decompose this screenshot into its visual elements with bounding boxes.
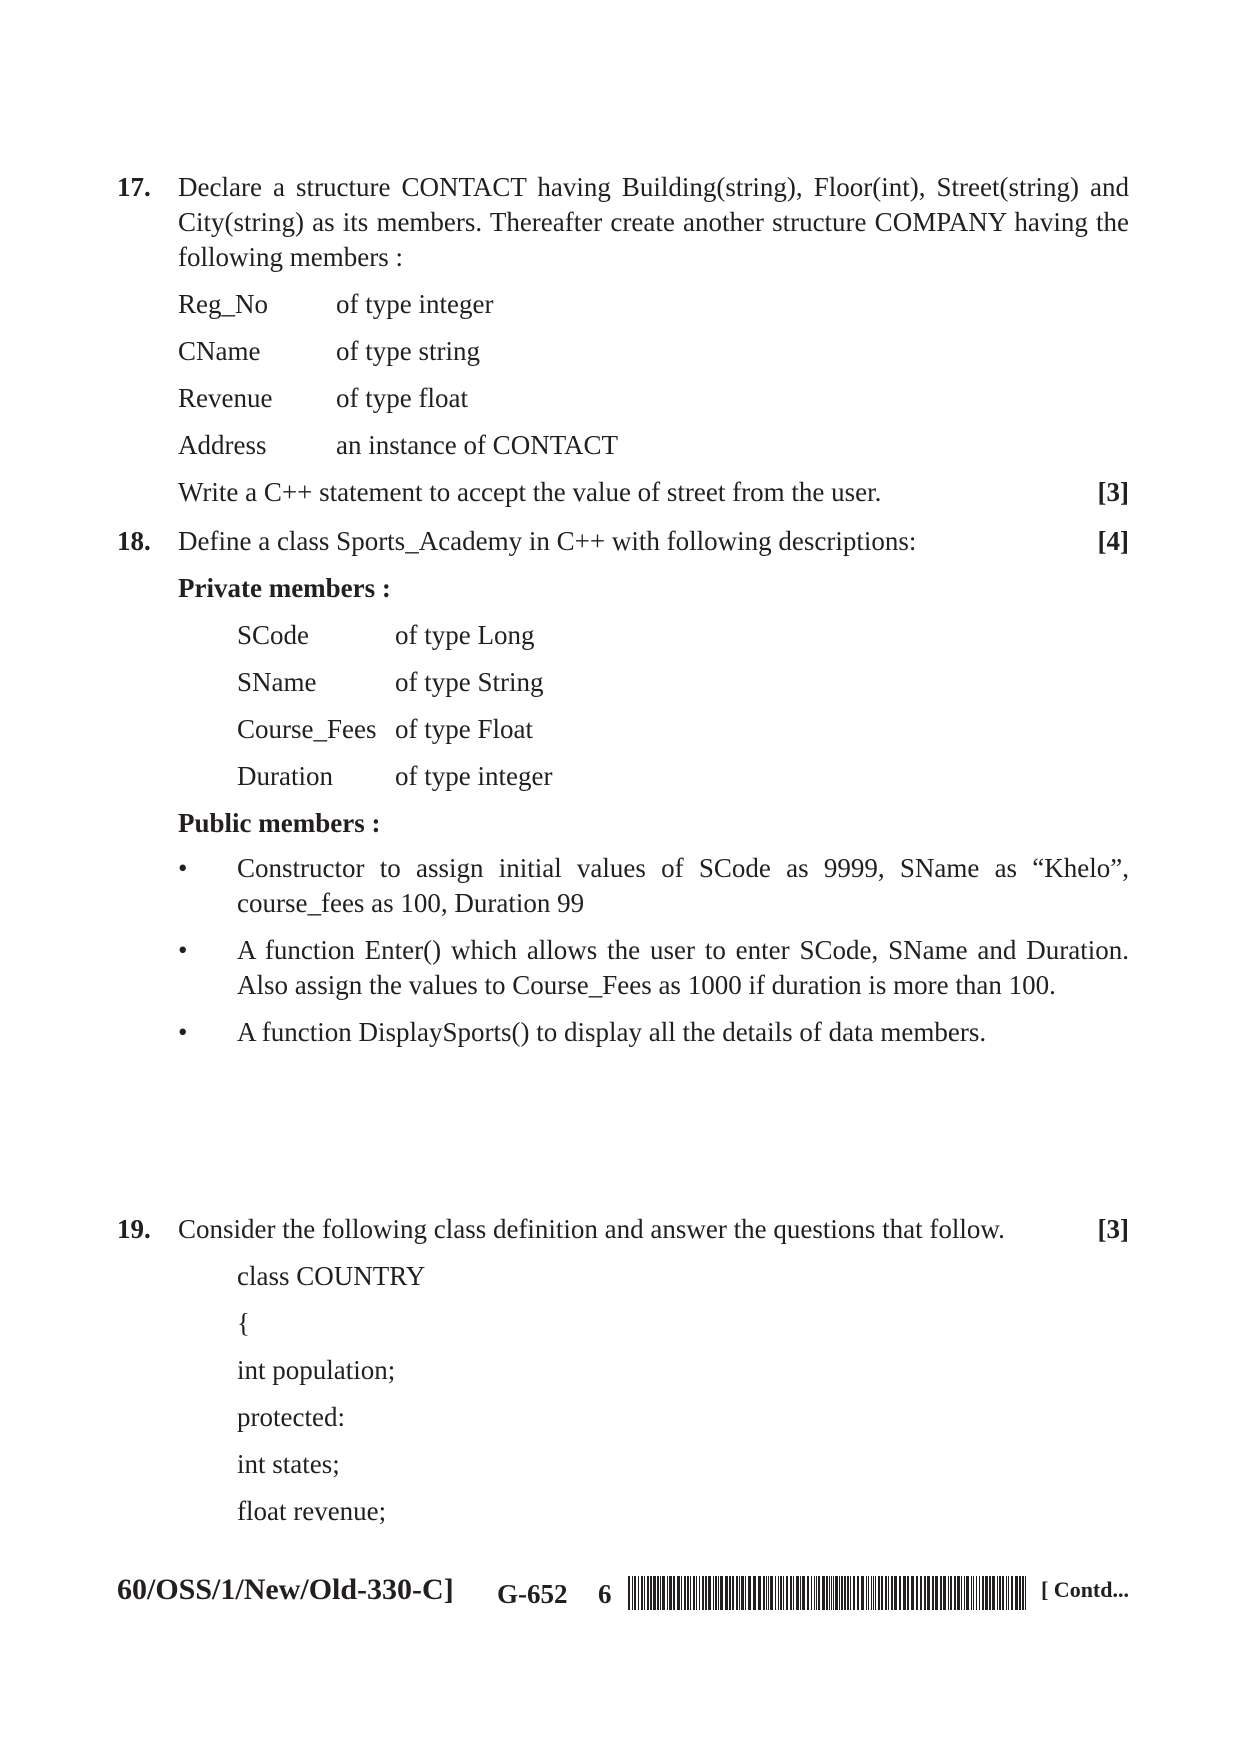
marks: [3] (1097, 477, 1129, 507)
bullet-icon: • (178, 853, 188, 883)
question-18 (117, 518, 1129, 1062)
member-row (237, 612, 1129, 659)
member-row (178, 328, 1129, 375)
list-item-text: Constructor to assign initial values of SCode as 9999, SName as “Khelo”, course_fees as 100, Duration 99 (237, 853, 1129, 918)
question-number: 18. (117, 526, 151, 556)
question-17 (117, 170, 1129, 516)
question-number: 17. (117, 172, 151, 202)
question-header (117, 1206, 1129, 1253)
question-text: Consider the following class definition and answer the questions that follow. (178, 1214, 1005, 1244)
member-type: of type Long (395, 620, 535, 650)
code-line: int population; (237, 1355, 396, 1385)
member-type: of type float (336, 383, 468, 413)
member-name: Address (178, 430, 267, 460)
question-text: Define a class Sports_Academy in C++ with following descriptions: (178, 526, 917, 556)
code-line: protected: (237, 1402, 345, 1432)
question-header (117, 518, 1129, 565)
task-row (178, 469, 1129, 516)
public-members-heading: Public members : (178, 808, 381, 838)
code-line: float revenue; (237, 1496, 387, 1526)
member-name: Reg_No (178, 289, 268, 319)
list-item (178, 933, 1129, 1003)
member-row (178, 422, 1129, 469)
list-item-text: A function DisplaySports() to display all the details of data members. (237, 1017, 987, 1047)
code-line: int states; (237, 1449, 340, 1479)
page-footer (117, 1568, 1129, 1614)
member-name: Revenue (178, 383, 273, 413)
bullet-icon: • (178, 1017, 188, 1047)
contd-label: [ Contd... (1040, 1577, 1129, 1602)
member-row (178, 375, 1129, 422)
private-members-heading: Private members : (178, 573, 391, 603)
question-text: Declare a structure CONTACT having Building(string), Floor(int), Street(string) and City(string) as its members. Thereafter create another structure COMPANY having the following members : (178, 172, 1129, 272)
member-type: of type Float (395, 714, 533, 744)
member-row (237, 706, 1129, 753)
member-row (237, 659, 1129, 706)
member-name: CName (178, 336, 261, 366)
member-type: of type integer (395, 761, 553, 791)
marks: [3] (1097, 1214, 1129, 1244)
list-item-text: A function Enter() which allows the user to enter SCode, SName and Duration. Also assign the values to Course_Fees as 1000 if duration is more than 100. (237, 935, 1129, 1000)
task-text: Write a C++ statement to accept the value of street from the user. (178, 477, 882, 507)
paper-code: 60/OSS/1/New/Old-330-C] (117, 1573, 454, 1606)
member-row (237, 753, 1129, 800)
member-name: SCode (237, 620, 310, 650)
list-item (178, 851, 1129, 921)
member-type: of type string (336, 336, 480, 366)
member-type: an instance of CONTACT (336, 430, 619, 460)
list-item (178, 1015, 1129, 1050)
question-19 (117, 1206, 1129, 1535)
set-code: G-652 (497, 1579, 568, 1609)
code-line: class COUNTRY (237, 1261, 426, 1291)
code-block (237, 1253, 1129, 1535)
page-number: 6 (598, 1579, 612, 1609)
question-number: 19. (117, 1214, 151, 1244)
member-name: Duration (237, 761, 333, 791)
member-type: of type integer (336, 289, 494, 319)
member-type: of type String (395, 667, 544, 697)
marks: [4] (1097, 526, 1129, 556)
code-line: { (237, 1308, 250, 1338)
member-name: SName (237, 667, 317, 697)
member-row (178, 281, 1129, 328)
bullet-icon: • (178, 935, 188, 965)
barcode-icon (628, 1576, 1028, 1610)
member-name: Course_Fees (237, 714, 377, 744)
